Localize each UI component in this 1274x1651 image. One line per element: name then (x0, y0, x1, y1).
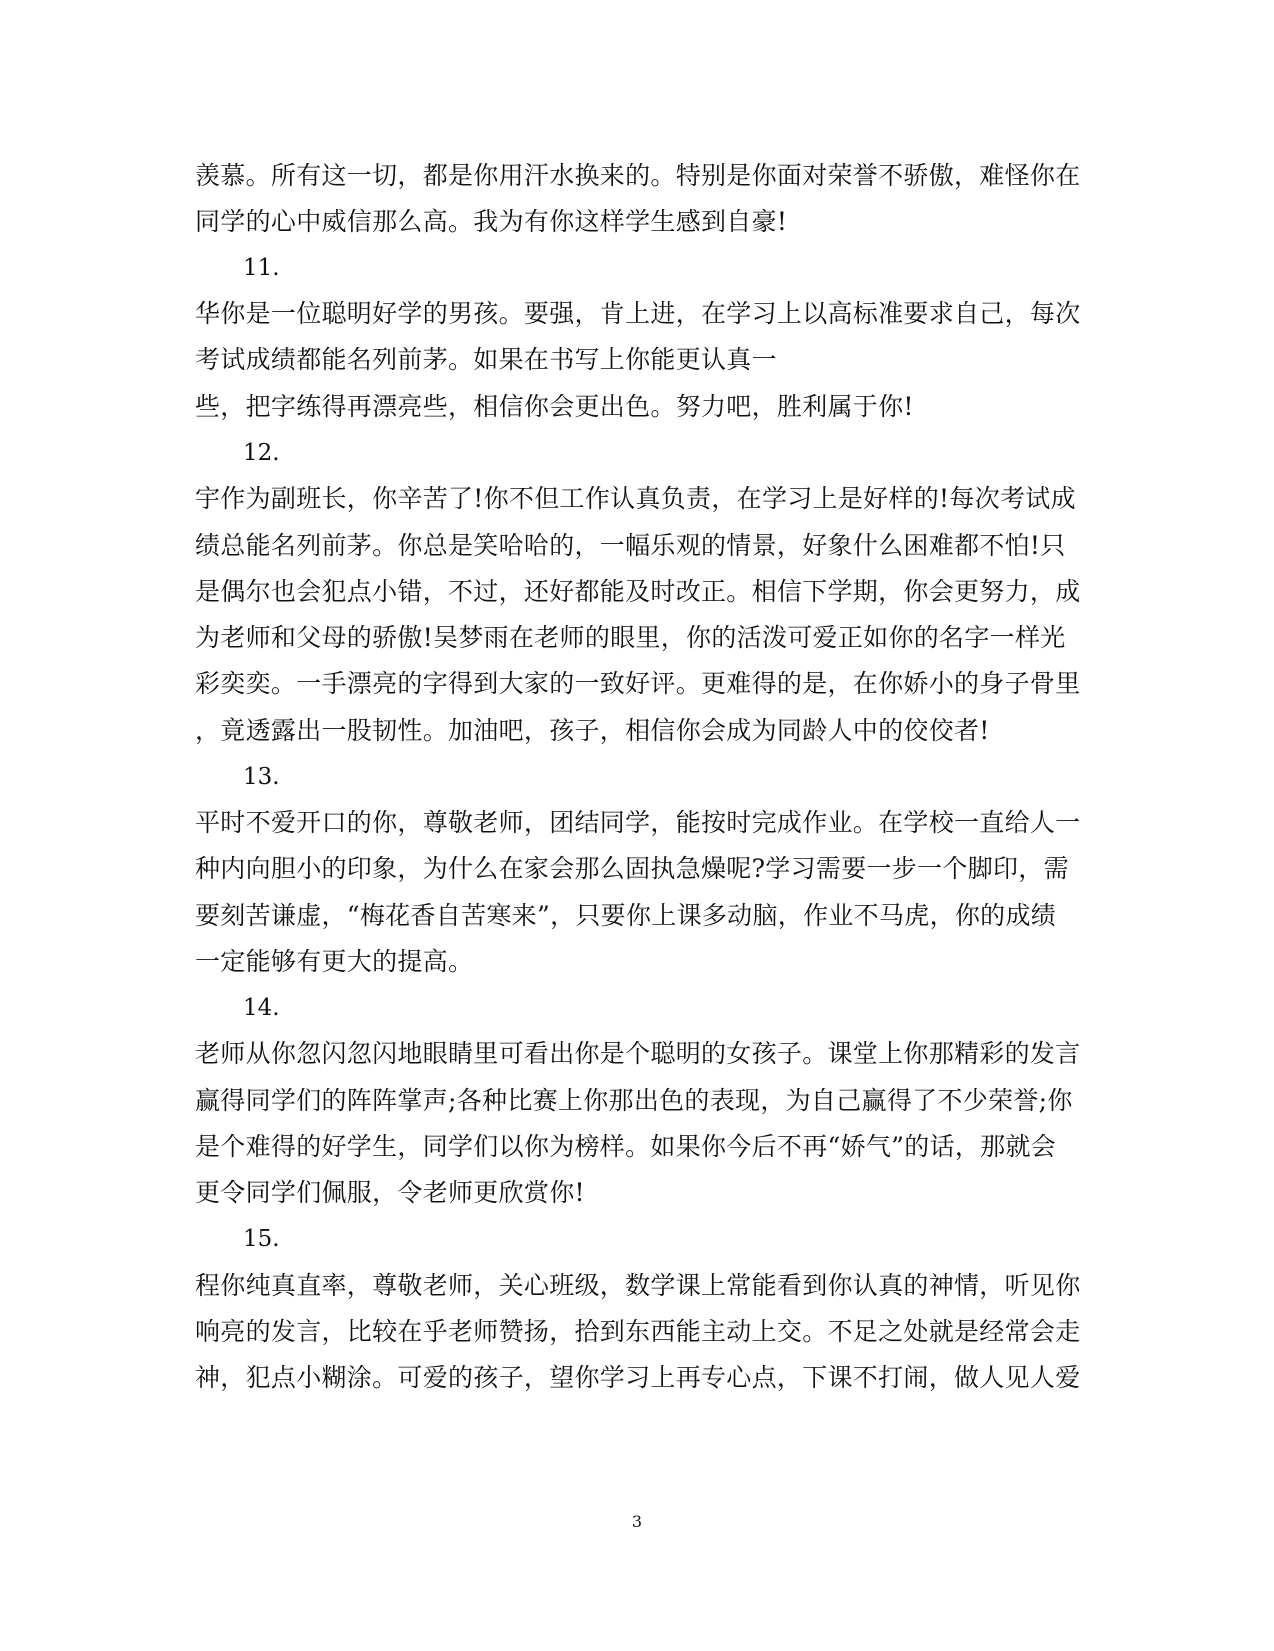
item-number: 13. (243, 764, 280, 790)
text-line: 绩总能名列前茅。你总是笑哈哈的，一幅乐观的情景，好象什么困难都不怕!只 (195, 531, 1066, 560)
text-line: 同学的心中威信那么高。我为有你这样学生感到自豪! (195, 207, 788, 236)
text-line: ，竟透露出一股韧性。加油吧，孩子，相信你会成为同龄人中的佼佼者! (195, 716, 990, 745)
item-number: 14. (243, 995, 280, 1021)
text-line: 考试成绩都能名列前茅。如果在书写上你能更认真一 (195, 345, 777, 374)
text-line: 羡慕。所有这一切，都是你用汗水换来的。特别是你面对荣誉不骄傲，难怪你在 (195, 161, 1081, 190)
text-line: 宇作为副班长，你辛苦了!你不但工作认真负责，在学习上是好样的!每次考试成 (195, 484, 1076, 513)
text-line: 响亮的发言，比较在乎老师赞扬，拾到东西能主动上交。不足之处就是经常会走 (195, 1317, 1081, 1346)
text-line: 华你是一位聪明好学的男孩。要强，肯上进，在学习上以高标准要求自己，每次 (195, 299, 1081, 328)
text-line: 是个难得的好学生，同学们以你为榜样。如果你今后不再“娇气”的话，那就会 (195, 1132, 1057, 1161)
text-line: 程你纯真直率，尊敬老师，关心班级，数学课上常能看到你认真的神情，听见你 (195, 1271, 1081, 1300)
item-number: 11. (243, 255, 280, 281)
text-line: 为老师和父母的骄傲!吴梦雨在老师的眼里，你的活泼可爱正如你的名字一样光 (195, 623, 1066, 652)
item-number: 12. (243, 440, 280, 466)
text-line: 些，把字练得再漂亮些，相信你会更出色。努力吧，胜利属于你! (195, 392, 914, 421)
page-number: 3 (631, 1512, 643, 1531)
text-line: 赢得同学们的阵阵掌声;各种比赛上你那出色的表现，为自己赢得了不少荣誉;你 (195, 1086, 1073, 1115)
text-line: 更令同学们佩服，令老师更欣赏你! (195, 1178, 585, 1207)
text-line: 一定能够有更大的提高。 (195, 947, 474, 976)
text-line: 要刻苦谦虚，“梅花香自苦寒来”，只要你上课多动脑，作业不马虎，你的成绩 (195, 901, 1057, 930)
text-line: 是偶尔也会犯点小错，不过，还好都能及时改正。相信下学期，你会更努力，成 (195, 577, 1081, 606)
text-line: 老师从你忽闪忽闪地眼睛里可看出你是个聪明的女孩子。课堂上你那精彩的发言 (195, 1039, 1081, 1068)
text-line: 平时不爱开口的你，尊敬老师，团结同学，能按时完成作业。在学校一直给人一 (195, 808, 1081, 837)
item-number: 15. (243, 1226, 280, 1252)
text-line: 神，犯点小糊涂。可爱的孩子，望你学习上再专心点，下课不打闹，做人见人爱 (195, 1363, 1081, 1392)
text-line: 彩奕奕。一手漂亮的字得到大家的一致好评。更难得的是，在你娇小的身子骨里 (195, 669, 1081, 698)
text-line: 种内向胆小的印象，为什么在家会那么固执急燥呢?学习需要一步一个脚印，需 (195, 854, 1069, 883)
